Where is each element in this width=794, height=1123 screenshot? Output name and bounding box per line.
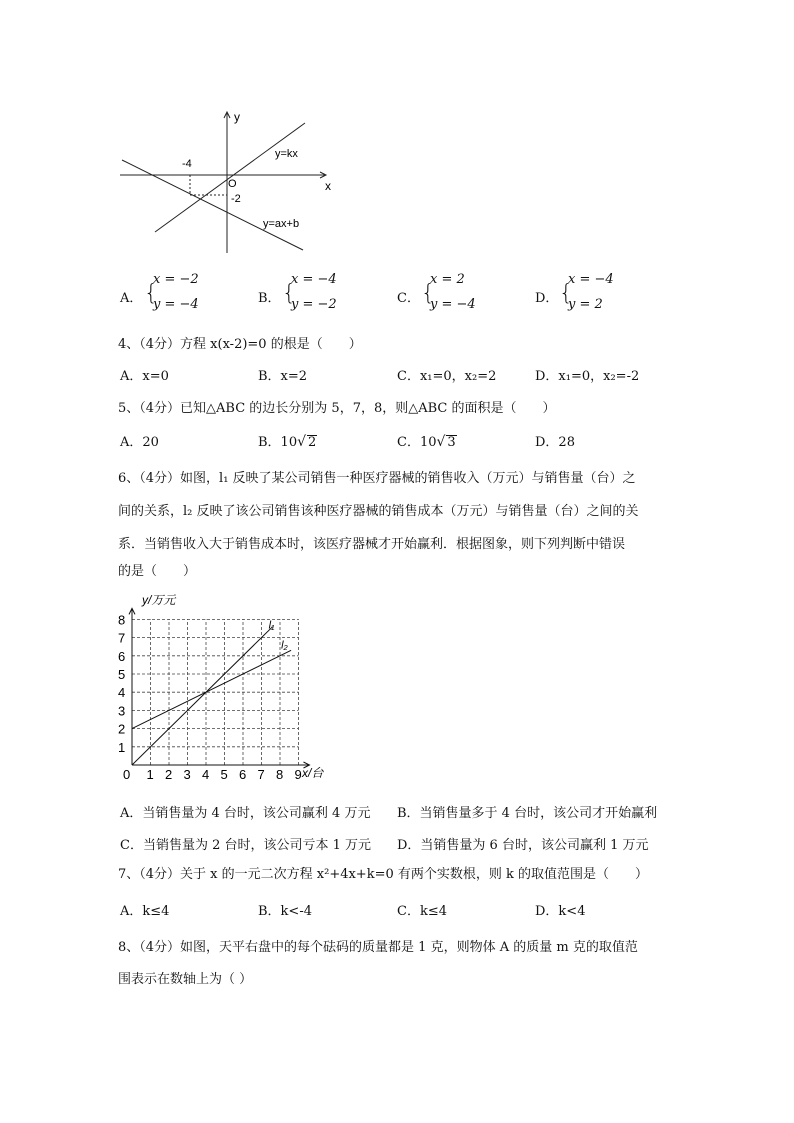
q3-option-a bbox=[120, 272, 230, 318]
y-tick-label: 5 bbox=[118, 667, 126, 682]
q5-option-b bbox=[258, 431, 317, 450]
sqrt-symbol: √ bbox=[297, 434, 307, 450]
y-tick-label: 1 bbox=[118, 739, 126, 755]
q6-stem-line-2: 间的关系，l₂ 反映了该公司销售该种医疗器械的销售成本（万元）与销售量（台）之间的关 bbox=[118, 504, 639, 519]
x-tick-label: 9 bbox=[294, 767, 302, 782]
q6-option-a: A．当销售量为 4 台时，该公司赢利 4 万元 bbox=[120, 806, 371, 821]
q3-option-c bbox=[397, 272, 507, 318]
q6-option-b: B．当销售量多于 4 台时，该公司才开始赢利 bbox=[397, 806, 658, 821]
y-tick-label: 7 bbox=[118, 630, 126, 646]
q7-option-b: B．k<-4 bbox=[258, 904, 312, 919]
x-tick-label: 8 bbox=[276, 767, 284, 782]
q4-option-c: C．x₁=0，x₂=2 bbox=[397, 369, 497, 384]
series-line bbox=[132, 650, 291, 728]
brace: { bbox=[421, 281, 435, 306]
x-tick-label: 1 bbox=[146, 767, 154, 782]
series-label: l₂ bbox=[281, 639, 288, 652]
option-label: B．10 bbox=[258, 435, 298, 450]
equation-y: y = −2 bbox=[291, 297, 337, 312]
y-axis-title: y/万元 bbox=[142, 593, 176, 607]
x-tick-label: 0 bbox=[123, 767, 131, 782]
x-tick-label: 2 bbox=[165, 767, 173, 782]
q4-option-a: A．x=0 bbox=[120, 369, 169, 384]
x-axis-label: x bbox=[325, 179, 331, 193]
equation-y: y = −4 bbox=[153, 297, 199, 312]
q8-stem-line-1: 8、（4分）如图，天平右盘中的每个砝码的质量都是 1 克，则物体 A 的质量 m 克的取值范 bbox=[118, 940, 638, 955]
equation-y: y = 2 bbox=[568, 297, 603, 312]
y-axis-label: y bbox=[234, 110, 240, 124]
series-label: l₁ bbox=[268, 619, 275, 632]
q3-graph bbox=[110, 105, 350, 255]
q4-option-b: B．x=2 bbox=[258, 369, 308, 384]
x-tick-label: 3 bbox=[183, 767, 191, 782]
line-yaxb-label: y=ax+b bbox=[263, 218, 300, 230]
brace: { bbox=[559, 281, 573, 306]
chart-axes bbox=[129, 608, 310, 768]
q5-option-a: A．20 bbox=[120, 435, 159, 450]
equation-x: x = −4 bbox=[568, 272, 614, 287]
y-tick-label: 8 bbox=[118, 612, 126, 628]
origin-label: O bbox=[228, 178, 237, 190]
y-tick-label: 2 bbox=[118, 721, 126, 737]
x-tick-label: 7 bbox=[257, 767, 265, 782]
q6-stem-line-3: 系．当销售收入大于销售成本时，该医疗器械才开始赢利．根据图象，则下列判断中错误 bbox=[118, 537, 626, 552]
q5-stem: 5、（4分）已知△ABC 的边长分别为 5，7，8，则△ABC 的面积是（ ） bbox=[118, 401, 556, 416]
q5-option-d: D．28 bbox=[535, 435, 575, 450]
q6-stem-line-1: 6、（4分）如图，l₁ 反映了某公司销售一种医疗器械的销售收入（万元）与销售量（台）之 bbox=[118, 471, 636, 486]
radicand: 3 bbox=[447, 435, 456, 450]
q7-option-a: A．k≤4 bbox=[120, 904, 170, 919]
line-ykx-label: y=kx bbox=[275, 148, 298, 160]
x-tick-label: 6 bbox=[239, 767, 247, 782]
equation-y: y = −4 bbox=[430, 297, 476, 312]
q7-option-d: D．k<4 bbox=[535, 904, 586, 919]
x-tick-label: 5 bbox=[220, 767, 228, 782]
option-label: C． bbox=[397, 291, 420, 306]
q6-stem-line-4: 的是（ ） bbox=[118, 564, 197, 579]
q4-stem: 4、（4分）方程 x(x-2)=0 的根是（ ） bbox=[118, 337, 362, 352]
chart-grid bbox=[132, 619, 299, 765]
q3-option-d bbox=[535, 272, 645, 318]
sqrt-symbol: √ bbox=[436, 434, 446, 450]
q6-option-d: D．当销售量为 6 台时，该公司赢利 1 万元 bbox=[397, 838, 649, 853]
equation-x: x = −2 bbox=[153, 272, 199, 287]
y-tick-label: 3 bbox=[118, 703, 126, 719]
brace: { bbox=[282, 281, 296, 306]
radicand: 2 bbox=[308, 435, 317, 450]
q7-stem: 7、（4分）关于 x 的一元二次方程 x²+4x+k=0 有两个实数根，则 k 的取值范围是（ ） bbox=[118, 867, 649, 882]
series-line bbox=[132, 627, 273, 765]
y-tick-label: -2 bbox=[231, 193, 241, 205]
equation-x: x = 2 bbox=[430, 272, 465, 287]
q3-option-b bbox=[258, 272, 368, 318]
q5-option-c bbox=[397, 431, 457, 450]
q6-chart bbox=[112, 590, 342, 785]
option-label: C．10 bbox=[397, 435, 437, 450]
q4-option-d: D．x₁=0，x₂=-2 bbox=[535, 369, 640, 384]
option-label: D． bbox=[535, 291, 559, 306]
y-tick-label: 4 bbox=[118, 685, 126, 701]
x-tick-label: -4 bbox=[182, 158, 192, 170]
brace: { bbox=[144, 281, 158, 306]
equation-x: x = −4 bbox=[291, 272, 337, 287]
line-yaxb bbox=[122, 160, 303, 250]
x-axis-title: x/台 bbox=[302, 766, 324, 780]
q6-option-c: C．当销售量为 2 台时，该公司亏本 1 万元 bbox=[120, 838, 372, 853]
y-tick-label: 6 bbox=[118, 648, 126, 664]
option-label: A． bbox=[120, 291, 143, 306]
x-tick-label: 4 bbox=[202, 767, 210, 782]
option-label: B． bbox=[258, 291, 281, 306]
q7-option-c: C．k≤4 bbox=[397, 904, 447, 919]
q8-stem-line-2: 围表示在数轴上为（ ） bbox=[118, 972, 253, 987]
